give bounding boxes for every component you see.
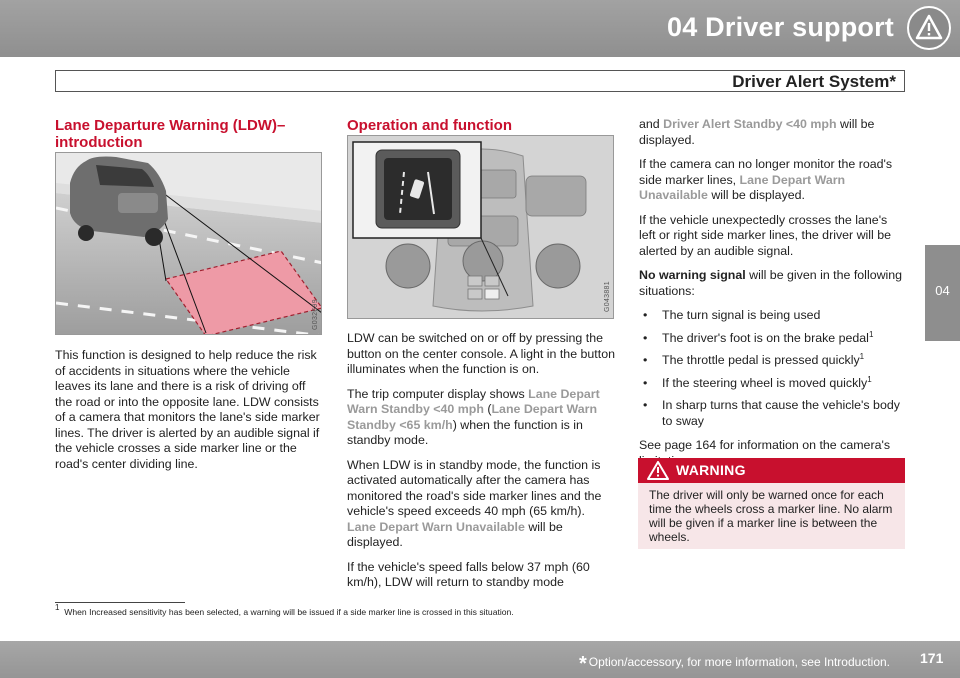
column-2 (347, 117, 615, 134)
warning-circle-icon (907, 6, 951, 50)
display-msg-standby-mph: Lane Depart Warn Standby <40 mph (347, 386, 600, 416)
ldw-heading-line1: Lane Departure Warning (LDW)– (55, 117, 286, 134)
p-camera-cannot-monitor (639, 157, 907, 204)
lane-camera-illustration (55, 152, 322, 335)
display-msg-driver-alert: Driver Alert Standby <40 mph (663, 117, 837, 131)
column-1-body (55, 348, 323, 481)
center-console-illustration (347, 135, 614, 319)
operation-heading: Operation and function (347, 117, 512, 134)
display-msg-standby-kmh: Lane Depart Warn Standby <65 km/h (347, 402, 598, 432)
text-run: will be displayed. (707, 188, 805, 202)
no-warning-bold: No warning signal (639, 268, 746, 282)
display-msg-unavailable-2: Lane Depart Warn Unavailable (639, 172, 846, 202)
warning-title: WARNING (676, 462, 746, 478)
footnote-number: 1 (55, 603, 60, 612)
warning-header (638, 458, 905, 483)
p-see-page: See page 164 for information on the camera's (639, 438, 891, 452)
p-standby-display (347, 387, 616, 449)
ldw-heading-line2: introduction (55, 134, 143, 151)
warning-box (638, 458, 905, 549)
p-activation (347, 458, 616, 551)
list-item (639, 398, 907, 429)
warning-body: The driver will only be warned once for each time the wheels cross a marker line. No alarm will be given if a marker line is between the wheels. (649, 488, 893, 544)
list-item (639, 308, 907, 324)
footnote-ref: 1 (868, 329, 874, 339)
text-run: ) when the function is in standby mode. (347, 417, 583, 447)
footnote (55, 603, 514, 617)
list-item-text: The turn signal is being used (662, 308, 821, 322)
footer-text: Option/accessory, for more information, see Introduction. (588, 655, 890, 669)
display-msg-unavailable: Lane Depart Warn Unavailable (347, 519, 525, 534)
list-item-text: The throttle pedal is pressed quickly (662, 353, 860, 367)
column-3 (639, 117, 907, 478)
text-run: will be displayed. (639, 117, 875, 147)
section-box (55, 70, 905, 92)
list-item-text: In sharp turns that cause the vehicle's body to sway (662, 398, 900, 428)
chapter-title: 04 Driver support (667, 12, 894, 42)
fig2-code: G043881 (604, 281, 611, 312)
fig1-code: G032699 (312, 299, 319, 330)
list-item (639, 376, 907, 392)
ldw-heading (55, 117, 323, 151)
page-number: 171 (920, 650, 944, 666)
car-shape (70, 157, 168, 247)
list-item (639, 353, 907, 369)
text-run: When LDW is in standby mode, the function is activated automatically after the camera has monitored the road's side marker lines and the vehicle's speed exceeds 40 mph (65 km/h). (347, 457, 602, 518)
p-speed-falls: If the vehicle's speed falls below 37 mph (60 km/h), LDW will return to standby mode (347, 559, 590, 589)
text-run: and (639, 117, 664, 131)
section-title: Driver Alert System* (732, 72, 896, 91)
p-no-warning (639, 268, 907, 299)
p-switch-on-off: LDW can be switched on or off by pressing the button on the center console. A light in the button illuminates when the function is on. (347, 331, 615, 376)
column-1 (55, 117, 323, 151)
footnote-ref: 1 (867, 374, 872, 384)
p-unexpected-crossing: If the vehicle unexpectedly crosses the lane's left or right side marker lines, the driver will be alerted by an audible signal. (639, 212, 892, 258)
footnote-rule (55, 602, 185, 603)
footer-note (579, 653, 890, 676)
footnote-text: When Increased sensitivity has been selected, a warning will be issued if a side marker line is crossed in this situation. (64, 607, 514, 617)
footnote-ref: 1 (859, 352, 865, 361)
no-warning-list (639, 308, 907, 429)
list-item-text: The driver's foot is on the brake pedal (662, 330, 869, 345)
text-run: The trip computer display shows (347, 386, 529, 401)
list-item-text: If the steering wheel is moved quickly (662, 375, 868, 390)
text-run: ( (483, 402, 492, 416)
list-item (639, 331, 907, 347)
footer-star: * (578, 653, 587, 675)
ldw-intro-paragraph: This function is designed to help reduce the risk of accidents in situations where the vehicle leaves its lane and there is a risk of driving off the road or into the opposite lane. LDW consists of a camera that monitors the lane's side marker lines. The driver is alerted by an audible signal if the vehicle crosses a side marker line or the road's center dividing line. (55, 348, 320, 471)
warning-triangle-icon (647, 461, 669, 480)
text-run: If the camera can no longer monitor the road's side marker lines, (639, 157, 893, 187)
p-driver-alert-standby (639, 117, 907, 148)
column-2-body (347, 331, 616, 600)
chapter-side-tab (925, 245, 960, 341)
text-run: will be displayed. (347, 519, 563, 549)
side-tab-label: 04 (935, 283, 950, 298)
text-run: will be given in the following situations: (639, 268, 903, 298)
